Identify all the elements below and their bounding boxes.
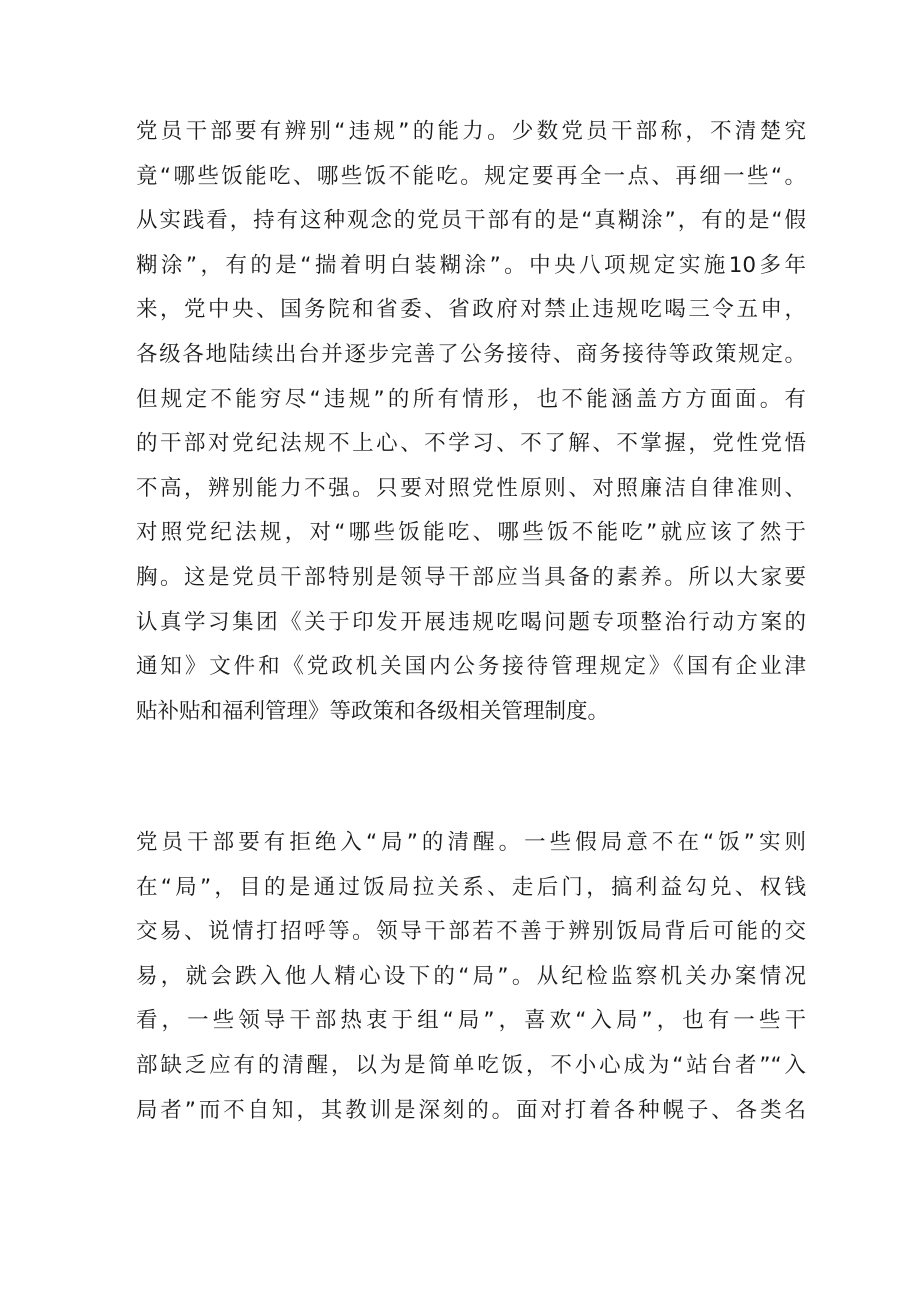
text-line: 的干部对党纪法规不上心、不学习、不了解、不掌握，党性党悟 xyxy=(136,431,806,457)
text-line: 认真学习集团《关于印发开展违规吃喝问题专项整治行动方案的 xyxy=(136,609,806,635)
text-line: 易，就会跌入他人精心设下的“局”。从纪检监察机关办案情况 xyxy=(136,963,806,989)
text-line: 竟“哪些饭能吃、哪些饭不能吃。规定要再全一点、再细一些“。 xyxy=(136,163,806,189)
paragraph-ability-to-identify-violations xyxy=(136,110,806,734)
text-line: 各级各地陆续出台并逐步完善了公务接待、商务接待等政策规定。 xyxy=(136,341,806,367)
text-line: 党员干部要有辨别“违规”的能力。少数党员干部称，不清楚究 xyxy=(136,119,806,144)
text-line: 看，一些领导干部热衷于组“局”，喜欢“入局”，也有一些干 xyxy=(136,1008,806,1034)
text-line: 部缺乏应有的清醒，以为是简单吃饭，不小心成为“站台者”“入 xyxy=(136,1052,806,1078)
text-line: 从实践看，持有这种观念的党员干部有的是“真糊涂”，有的是“假 xyxy=(136,208,806,234)
text-line: 不高，辨别能力不强。只要对照党性原则、对照廉洁自律准则、 xyxy=(136,475,806,501)
text-line: 党员干部要有拒绝入“局”的清醒。一些假局意不在“饭”实则 xyxy=(136,830,806,855)
text-line: 局者”而不自知，其教训是深刻的。面对打着各种幌子、各类名 xyxy=(136,1097,806,1123)
text-line: 贴补贴和福利管理》等政策和各级相关管理制度。 xyxy=(136,698,610,724)
text-line: 通知》文件和《党政机关国内公务接待管理规定》《国有企业津 xyxy=(136,654,806,680)
text-line: 但规定不能穷尽“违规”的所有情形，也不能涵盖方方面面。有 xyxy=(136,386,806,412)
text-line: 对照党纪法规，对“哪些饭能吃、哪些饭不能吃”就应该了然于 xyxy=(136,520,806,546)
paragraph-refuse-to-enter-the-game xyxy=(136,821,806,1133)
text-line: 来，党中央、国务院和省委、省政府对禁止违规吃喝三令五申， xyxy=(136,297,806,323)
text-line: 交易、说情打招呼等。领导干部若不善于辨别饭局背后可能的交 xyxy=(136,919,806,945)
text-line: 在“局”，目的是通过饭局拉关系、走后门，搞利益勾兑、权钱 xyxy=(136,874,806,900)
text-line: 胸。这是党员干部特别是领导干部应当具备的素养。所以大家要 xyxy=(136,564,806,590)
text-line: 糊涂”，有的是“揣着明白装糊涂”。中央八项规定实施10多年 xyxy=(136,252,806,278)
